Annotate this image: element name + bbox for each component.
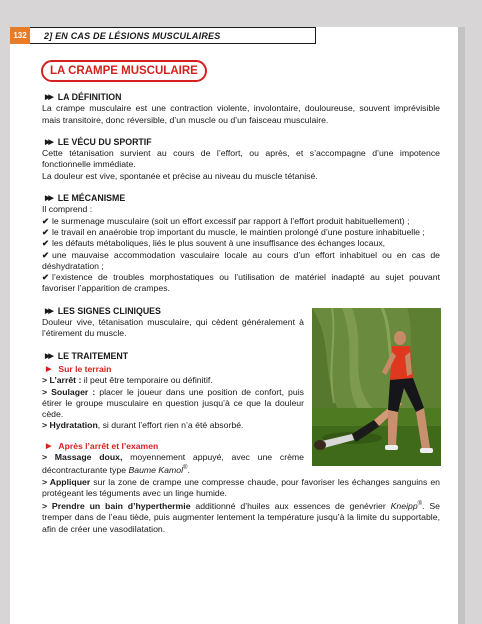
apres-heading: ▶ Après l’arrêt et l’examen: [46, 440, 159, 451]
signes-heading: ▶▶ LES SIGNES CLINIQUES: [45, 305, 161, 316]
terrain-heading: ▶ Sur le terrain: [46, 363, 112, 374]
stretching-photo: [312, 308, 441, 466]
check-icon: ✔: [42, 272, 50, 283]
double-arrow-icon: ▶▶: [45, 307, 52, 315]
chapter-title: LA CRAMPE MUSCULAIRE: [41, 60, 207, 82]
double-arrow-icon: ▶▶: [45, 352, 52, 360]
triangle-right-icon: ▶: [46, 365, 52, 373]
section-title: 2] EN CAS DE LÉSIONS MUSCULAIRES: [30, 27, 316, 44]
apres-item-compresse: > Appliquer sur la zone de crampe une compresse chaude, pour favoriser les échanges sanguins en protégeant les téguments avec un linge humide.: [42, 476, 440, 498]
page-header: [10, 27, 316, 44]
vecu-text-1: Cette tétanisation survient au cours de l’effort, ou après, et s’accompagne d’une impotence fonctionnelle immédiate.: [42, 148, 440, 170]
check-icon: ✔: [42, 249, 50, 260]
terrain-item: > L’arrêt : il peut être temporaire ou définitif.: [42, 375, 213, 386]
page-number: 132: [10, 27, 30, 44]
check-icon: ✔: [42, 238, 50, 249]
stretching-illustration: [312, 308, 441, 466]
list-item: ✔ le surmenage musculaire (soit un effort excessif par rapport à l’effort produit habituellement) ;: [42, 215, 410, 226]
traitement-heading: ▶▶ LE TRAITEMENT: [45, 350, 129, 361]
check-icon: ✔: [42, 226, 50, 237]
list-item: ✔ les défauts métaboliques, liés le plus souvent à une insuffisance des échanges locaux,: [42, 238, 386, 249]
check-icon: ✔: [42, 215, 50, 226]
triangle-right-icon: ▶: [46, 442, 52, 450]
double-arrow-icon: ▶▶: [45, 94, 52, 101]
vecu-text-2: La douleur est vive, spontanée et précise au niveau du muscle tétanisé.: [42, 170, 318, 181]
definition-text: La crampe musculaire est une contraction violente, involontaire, douloureuse, souvent imprévisible mais transitoire, donc réversible, d’un muscle ou d’un faisceau musculaire.: [42, 103, 440, 125]
list-item: ✔ l’existence de troubles morphostatiques ou l’utilisation de matériel inadapté au sujet pouvant favoriser l’apparition de crampes.: [42, 272, 440, 294]
double-arrow-icon: ▶▶: [45, 138, 52, 146]
apres-item-bain: > Prendre un bain d’hyperthermie additionné d’huiles aux essences de genévrier Kneipp®. Se tremper dans de l’eau tiède, puis augmenter lentement la température jusqu’à la limite du supportable, afin de créer une vasodilatation.: [42, 500, 440, 534]
terrain-item: > Hydratation, si durant l’effort rien n’a été absorbé.: [42, 420, 244, 431]
double-arrow-icon: ▶▶: [45, 195, 52, 203]
terrain-item: > Soulager : placer le joueur dans une position de confort, puis étirer le groupe musculaire en question jusqu’à ce que la douleur cède.: [42, 386, 304, 420]
page-edge: [458, 27, 465, 624]
signes-text: Douleur vive, tétanisation musculaire, qui cèdent généralement à l’étirement du muscle.: [42, 317, 304, 339]
definition-heading: ▶▶ LA DÉFINITION: [45, 92, 122, 102]
vecu-heading: ▶▶ LE VÉCU DU SPORTIF: [45, 136, 152, 147]
apres-item-massage: > Massage doux, moyennement appuyé, avec une crème décontracturante type Baume Kamol®.: [42, 452, 304, 476]
list-item: ✔ une mauvaise accommodation vasculaire locale au cours d’un effort inhabituel ou en cas de déshydratation ;: [42, 249, 440, 271]
mecanisme-intro: Il comprend :: [42, 204, 93, 215]
mecanisme-heading: ▶▶ LE MÉCANISME: [45, 193, 126, 204]
list-item: ✔ le travail en anaérobie trop important du muscle, le maintien prolongé d’une posture inhabituelle ;: [42, 226, 425, 237]
